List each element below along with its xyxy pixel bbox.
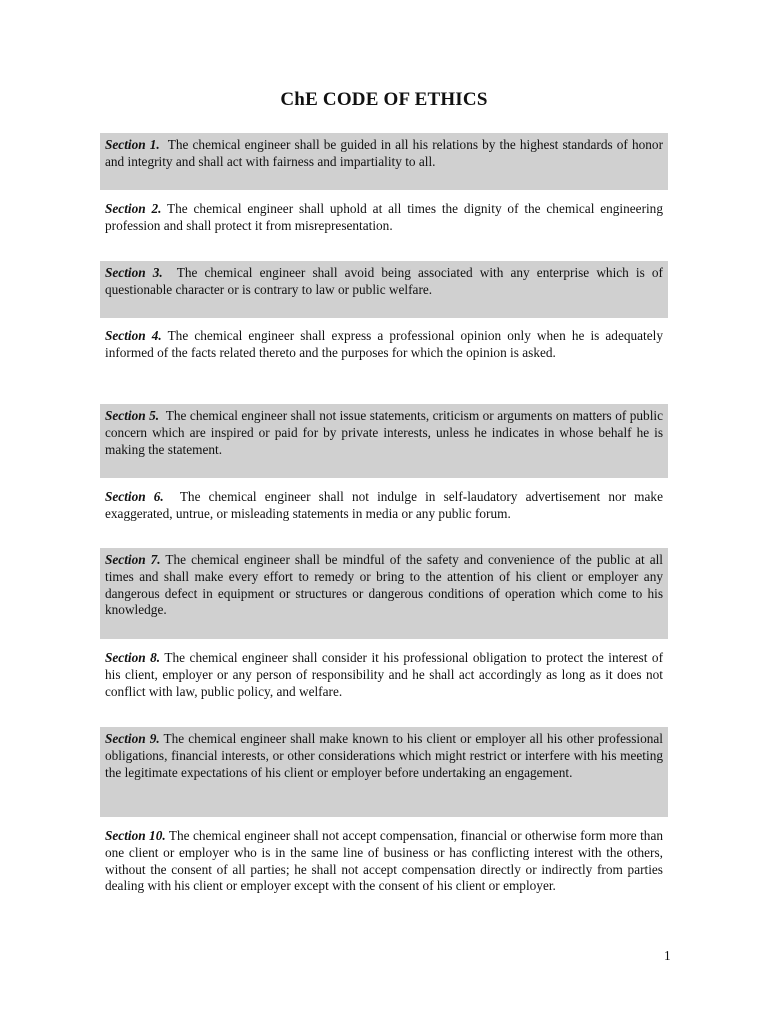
- section-7: [100, 548, 668, 639]
- section-label: Section 7.: [105, 552, 161, 567]
- section-label: Section 9.: [105, 731, 160, 746]
- section-2: [100, 197, 668, 247]
- section-text: The chemical engineer shall not accept compensation, financial or otherwise form more than one client or employer who is in the same line of business or has conflicting interest with the others, without the consent of all parties; he shall not accept compensation directly or indirectly from parties dealing with his client or employer except with the consent of his client or employer.: [105, 828, 663, 894]
- section-text: The chemical engineer shall be mindful of the safety and convenience of the public at all times and shall make every effort to remedy or bring to the attention of his client or employer any dangerous defect in equipment or structures or dangerous conditions of operation which come to his knowledge.: [105, 552, 663, 618]
- section-label: Section 10.: [105, 828, 166, 843]
- section-text: The chemical engineer shall make known to his client or employer all his other professional obligations, financial interests, or other considerations which might restrict or interfere with his meeting the legitimate expectations of his client or employer before undertaking an engagement.: [105, 731, 663, 780]
- section-label: Section 4.: [105, 328, 162, 343]
- section-label: Section 5.: [105, 408, 160, 423]
- section-text: The chemical engineer shall not issue statements, criticism or arguments on matters of public concern which are inspired or paid for by private interests, unless he indicates in whose behalf he is making the statement.: [105, 408, 663, 457]
- section-label: Section 1.: [105, 137, 160, 152]
- section-3: [100, 261, 668, 318]
- section-5: [100, 404, 668, 478]
- section-8: [100, 646, 668, 710]
- section-label: Section 8.: [105, 650, 161, 665]
- section-text: The chemical engineer shall not indulge in self-laudatory advertisement nor make exaggerated, untrue, or misleading statements in media or any public forum.: [105, 489, 663, 521]
- section-text: The chemical engineer shall avoid being associated with any enterprise which is of questionable character or is contrary to law or public welfare.: [105, 265, 663, 297]
- section-10: [100, 824, 668, 919]
- section-text: The chemical engineer shall express a professional opinion only when he is adequately informed of the facts related thereto and the purposes for which the opinion is asked.: [105, 328, 663, 360]
- page-title: ChE CODE OF ETHICS: [280, 89, 488, 110]
- section-label: Section 6.: [105, 489, 164, 504]
- section-label: Section 3.: [105, 265, 163, 280]
- section-6: [100, 485, 668, 535]
- section-text: The chemical engineer shall uphold at all times the dignity of the chemical engineering profession and shall protect it from misrepresentation.: [105, 201, 663, 233]
- section-text: The chemical engineer shall be guided in all his relations by the highest standards of honor and integrity and shall act with fairness and impartiality to all.: [105, 137, 663, 169]
- section-9: [100, 727, 668, 817]
- section-text: The chemical engineer shall consider it his professional obligation to protect the interest of his client, employer or any person of responsibility and he shall act accordingly as long as it does not conflict with law, public policy, and welfare.: [105, 650, 663, 699]
- section-4: [100, 324, 668, 386]
- section-1: [100, 133, 668, 190]
- section-label: Section 2.: [105, 201, 162, 216]
- page-number: 1: [664, 948, 671, 963]
